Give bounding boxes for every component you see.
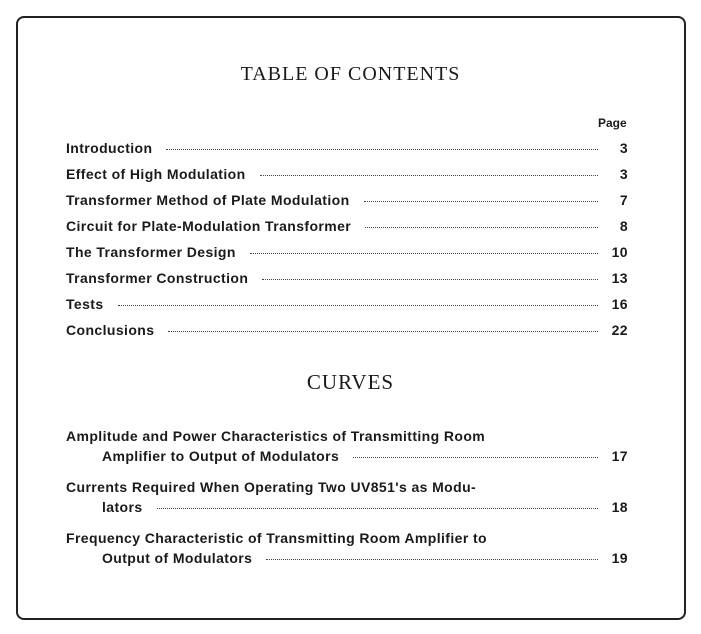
curve-entry-label-line2: lators [102,499,143,515]
curve-entry-frequency-characteristic [66,530,628,571]
toc-entry-label: Introduction [66,140,153,156]
toc-entry-page: 7 [619,192,628,208]
curve-entry-page: 17 [611,448,628,464]
toc-entry-label: Circuit for Plate-Modulation Transformer [66,218,352,234]
curve-entry-label-line2: Amplifier to Output of Modulators [102,448,340,464]
dot-leader [118,305,598,306]
toc-entry-page: 10 [611,244,628,260]
curve-entry-line2 [66,550,628,571]
curve-entry-label-line2: Output of Modulators [102,550,253,566]
curve-entry-line2 [66,499,628,520]
toc-list [66,140,628,348]
toc-entry-page: 13 [611,270,628,286]
dot-leader [365,227,598,228]
curve-entry-label-line1: Frequency Characteristic of Transmitting Room Amplifier to [66,530,487,546]
toc-entry-page: 8 [619,218,628,234]
toc-title: TABLE OF CONTENTS [240,63,461,85]
toc-entry-tests [66,296,628,322]
toc-entry-label: Transformer Construction [66,270,249,286]
dot-leader [168,331,598,332]
dot-leader [260,175,598,176]
toc-entry-label: The Transformer Design [66,244,236,260]
toc-entry-page: 16 [611,296,628,312]
toc-entry-page: 3 [619,140,628,156]
toc-entry-effect-of-high-modulation [66,166,628,192]
toc-entry-circuit [66,218,628,244]
curve-entry-page: 19 [611,550,628,566]
toc-entry-page: 22 [611,322,628,338]
page-column-header: Page [598,116,627,130]
curve-entry-line2 [66,448,628,469]
dot-leader [266,559,598,560]
dot-leader [250,253,598,254]
toc-entry-label: Effect of High Modulation [66,166,246,182]
toc-entry-label: Tests [66,296,104,312]
toc-entry-transformer-construction [66,270,628,296]
dot-leader [262,279,598,280]
dot-leader [157,508,598,509]
toc-entry-introduction [66,140,628,166]
toc-entry-label: Transformer Method of Plate Modulation [66,192,350,208]
curves-list [66,428,628,581]
curve-entry-currents-required [66,479,628,520]
dot-leader [364,201,598,202]
toc-entry-transformer-method [66,192,628,218]
curves-title: CURVES [306,370,395,394]
curve-entry-amplitude-power [66,428,628,469]
toc-entry-label: Conclusions [66,322,155,338]
dot-leader [353,457,598,458]
dot-leader [166,149,598,150]
toc-entry-transformer-design [66,244,628,270]
curve-entry-label-line1: Amplitude and Power Characteristics of Transmitting Room [66,428,486,444]
toc-entry-conclusions [66,322,628,348]
curve-entry-label-line1: Currents Required When Operating Two UV851's as Modu- [66,479,477,495]
toc-entry-page: 3 [619,166,628,182]
curve-entry-page: 18 [611,499,628,515]
